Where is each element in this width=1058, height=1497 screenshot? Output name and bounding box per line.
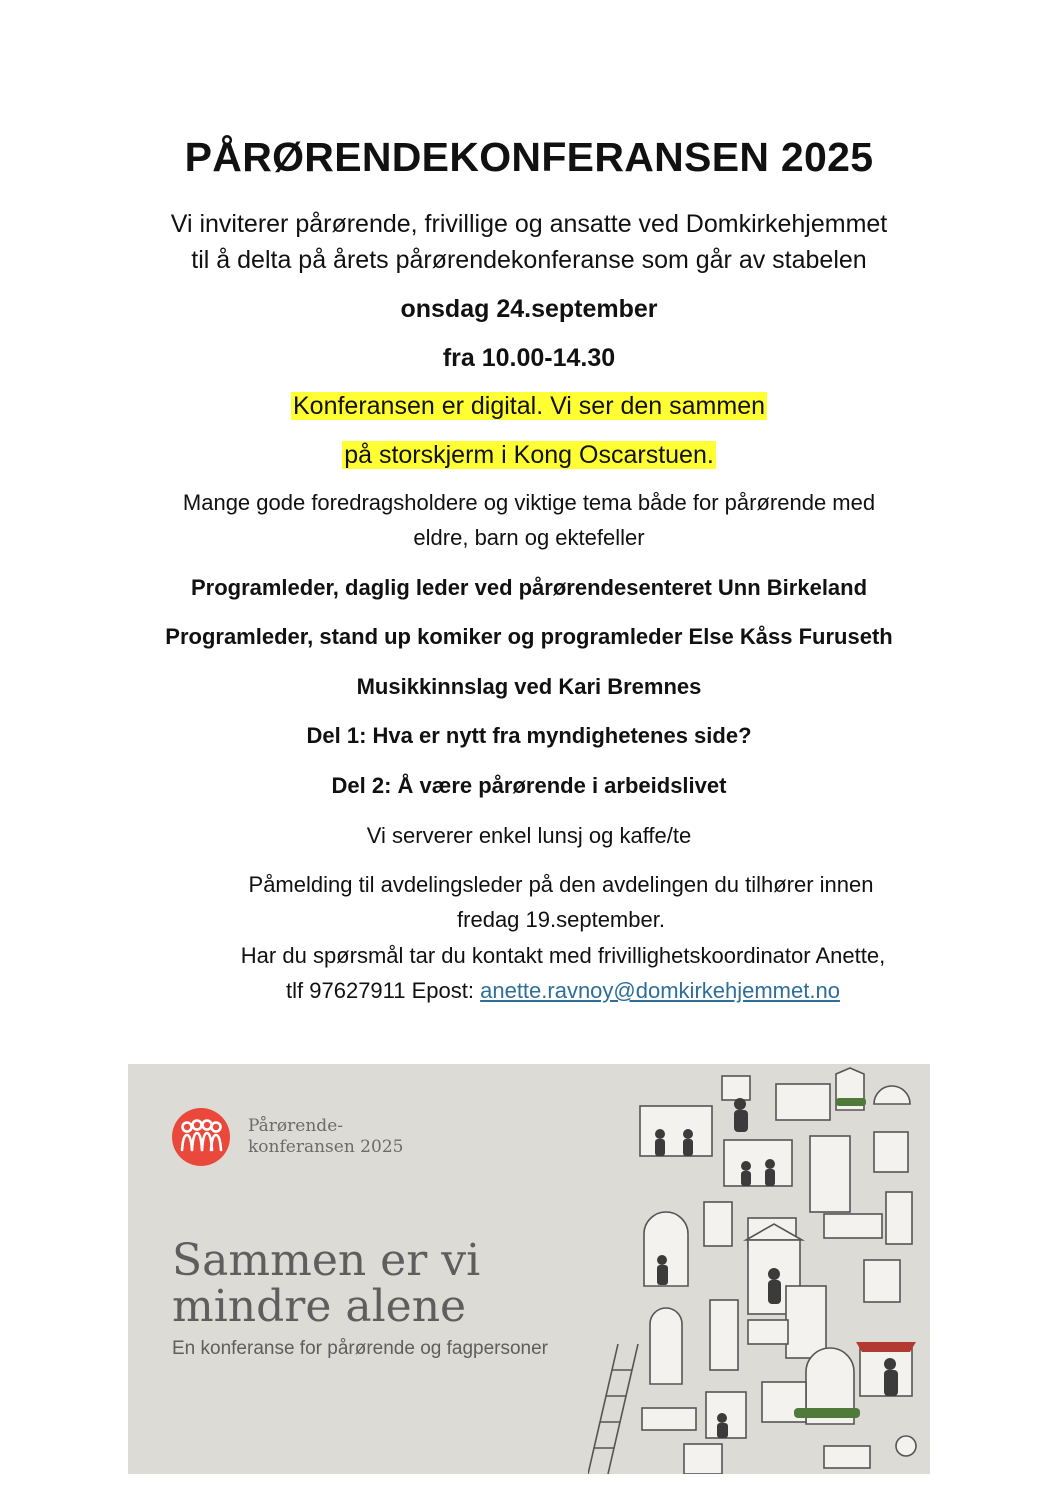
highlight-text-2: på storskjerm i Kong Oscarstuen. [344, 441, 714, 469]
host-1: Programleder, daglig leder ved pårørendesenteret Unn Birkeland [190, 575, 868, 600]
conference-banner [128, 1064, 930, 1474]
intro-line-1: Vi inviterer pårørende, frivillige og ansatte ved Domkirkehjemmet [170, 210, 888, 238]
host-2: Programleder, stand up komiker og programleder Else Kåss Furuseth [165, 624, 893, 649]
contact-line-2 [34, 978, 1058, 1004]
highlight-text-1: Konferansen er digital. Vi ser den sammen [292, 392, 766, 420]
windows-illustration [588, 1064, 930, 1474]
program-part-1: Del 1: Hva er nytt fra myndighetenes side? [306, 723, 752, 748]
lunch-info: Vi serverer enkel lunsj og kaffe/te [366, 823, 692, 848]
logo-label-line-2: konferansen 2025 [248, 1137, 404, 1157]
speakers-line-2: eldre, barn og ektefeller [413, 525, 645, 550]
logo-label-line-1: Pårørende- [248, 1116, 343, 1136]
event-time: fra 10.00-14.30 [442, 344, 616, 372]
contact-phone: tlf 97627911 Epost: [286, 978, 481, 1003]
intro-line-2: til å delta på årets pårørendekonferanse som går av stabelen [191, 246, 867, 274]
banner-subheadline: En konferanse for pårørende og fagpersoner [172, 1338, 549, 1359]
people-logo-icon [172, 1108, 230, 1166]
signup-line-1: Påmelding til avdelingsleder på den avdelingen du tilhører innen [248, 872, 874, 897]
highlight-line-2 [0, 441, 1058, 470]
program-part-2: Del 2: Å være pårørende i arbeidslivet [331, 773, 727, 798]
logo-label [248, 1116, 403, 1158]
banner-headline-line-2: mindre alene [172, 1281, 467, 1332]
banner-headline [172, 1235, 481, 1332]
music-info: Musikkinnslag ved Kari Bremnes [356, 674, 702, 699]
banner-headline-line-1: Sammen er vi [172, 1235, 481, 1286]
event-date: onsdag 24.september [400, 295, 658, 323]
contact-line-1: Har du spørsmål tar du kontakt med frivillighetskoordinator Anette, [240, 943, 886, 968]
highlight-line-1 [0, 392, 1058, 421]
signup-line-2: fredag 19.september. [457, 907, 665, 932]
contact-email-link[interactable]: anette.ravnoy@domkirkehjemmet.no [480, 978, 840, 1003]
speakers-line-1: Mange gode foredragsholdere og viktige tema både for pårørende med [182, 490, 876, 515]
page-title: PÅRØRENDEKONFERANSEN 2025 [184, 134, 874, 180]
